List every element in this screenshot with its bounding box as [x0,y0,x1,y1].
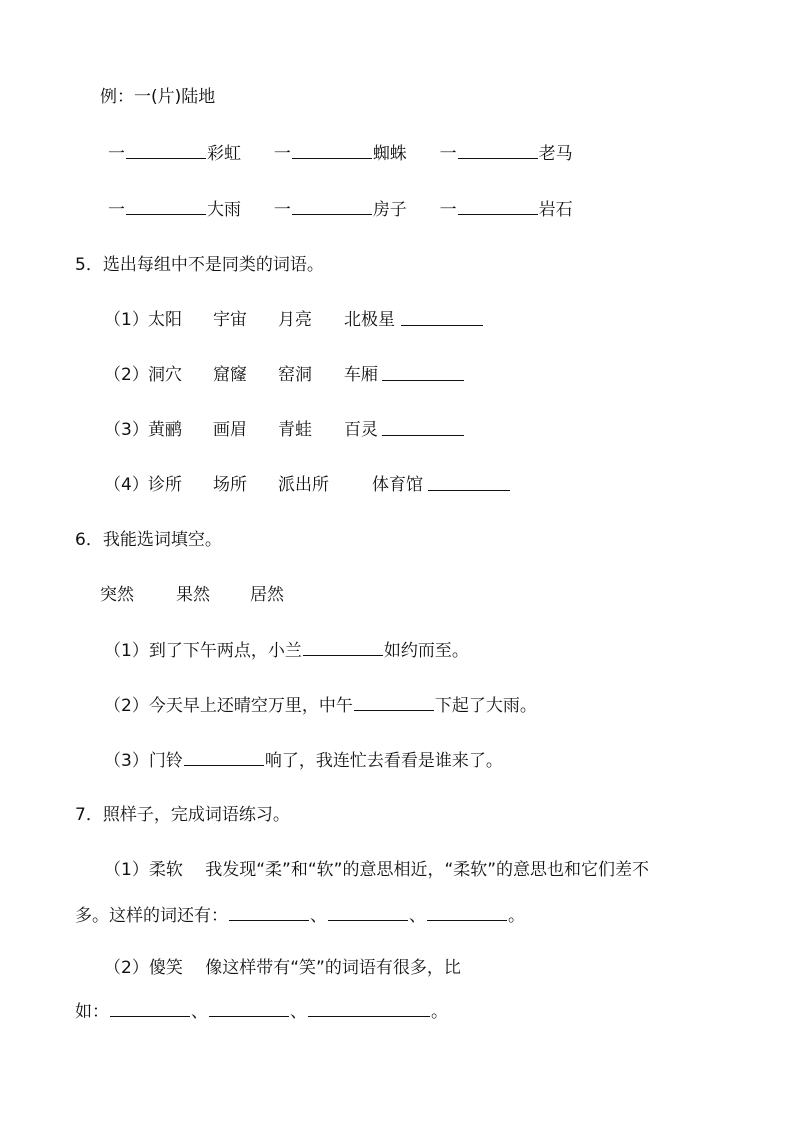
answer-blank[interactable] [458,198,538,215]
answer-blank[interactable] [427,904,507,921]
word: 车厢 [344,365,378,385]
q7-part2-line1: （2）傻笑 像这样带有“笑”的词语有很多，比 [104,958,461,978]
sentence-number: （3） [104,751,149,771]
answer-blank[interactable] [303,639,383,656]
answer-blank[interactable] [328,904,408,921]
sentence-after: 响了，我连忙去看看是谁来了。 [264,751,503,771]
sentence-number: （2） [104,696,149,716]
word: 黄鹂 [148,420,182,440]
answer-blank[interactable] [229,904,309,921]
answer-blank[interactable] [292,198,372,215]
word: 画眉 [213,420,247,440]
word: 百灵 [344,420,378,440]
word: 宇宙 [213,310,247,330]
row2-item3-prefix: 一 [439,200,457,220]
example-line: 例：一(片)陆地 [100,87,216,107]
row1-item3-suffix: 老马 [538,144,573,164]
row2-item2-prefix: 一 [273,200,291,220]
q6-sentence-2 [104,694,537,717]
answer-blank[interactable] [428,474,510,491]
end-mark: 。 [431,1002,448,1022]
sentence-before: 到了下午两点，小兰 [148,641,302,661]
separator: 、 [409,906,426,926]
question-6-title: 6．我能选词填空。 [75,530,222,550]
answer-blank[interactable] [308,1000,430,1017]
choice-word: 突然 [100,585,134,605]
q7-part1-line2 [75,904,525,927]
word: 洞穴 [148,365,182,385]
sentence-number: （1） [104,641,149,661]
end-mark: 。 [508,906,525,926]
word: 月亮 [278,310,312,330]
q7-part1-line1: （1）柔软 我发现“柔”和“软”的意思相近，“柔软”的意思也和它们差不 [104,860,650,880]
word: 诊所 [148,475,182,495]
answer-blank[interactable] [354,694,434,711]
answer-blank[interactable] [382,364,464,381]
row1-item2-prefix: 一 [273,144,291,164]
sentence-before: 今天早上还晴空万里，中午 [148,696,353,716]
answer-blank[interactable] [110,1000,190,1017]
word: 窑洞 [278,365,312,385]
answer-blank[interactable] [292,142,372,159]
word: 窟窿 [213,365,247,385]
row1-item3-prefix: 一 [439,144,457,164]
measure-word-row-2 [108,198,573,221]
row2-item1-prefix: 一 [108,200,125,220]
choice-word: 居然 [250,585,284,605]
group-number: （3） [104,420,149,440]
sentence-before: 门铃 [148,751,183,771]
separator: 、 [290,1002,307,1022]
answer-blank[interactable] [209,1000,289,1017]
group-number: （1） [104,310,149,330]
group-number: （2） [104,365,149,385]
measure-word-row-1 [108,142,573,165]
answer-blank[interactable] [458,142,538,159]
sentence-after: 如约而至。 [383,641,469,661]
row1-item2-suffix: 蜘蛛 [372,144,407,164]
q7-part2-line2 [75,1000,448,1023]
choice-word: 果然 [176,585,210,605]
row1-item1-suffix: 彩虹 [207,144,241,164]
q6-sentence-3 [104,749,503,772]
answer-blank[interactable] [382,419,464,436]
word: 派出所 [278,475,329,495]
word: 场所 [213,475,247,495]
answer-blank[interactable] [126,142,206,159]
row2-item2-suffix: 房子 [372,200,407,220]
word: 太阳 [148,310,182,330]
line-start: 多。这样的词还有： [75,906,228,926]
answer-blank[interactable] [126,198,206,215]
separator: 、 [191,1002,208,1022]
group-number: （4） [104,475,149,495]
answer-blank[interactable] [184,749,264,766]
line-start: 如： [75,1002,109,1022]
word: 体育馆 [372,475,423,495]
question-5-title: 5．选出每组中不是同类的词语。 [75,255,324,275]
word: 青蛙 [278,420,312,440]
answer-blank[interactable] [401,309,483,326]
separator: 、 [310,906,327,926]
sentence-after: 下起了大雨。 [434,696,537,716]
question-7-title: 7．照样子，完成词语练习。 [75,805,290,825]
q6-sentence-1 [104,639,469,662]
word: 北极星 [344,310,395,330]
row1-item1-prefix: 一 [108,144,125,164]
row2-item1-suffix: 大雨 [207,200,241,220]
row2-item3-suffix: 岩石 [538,200,573,220]
